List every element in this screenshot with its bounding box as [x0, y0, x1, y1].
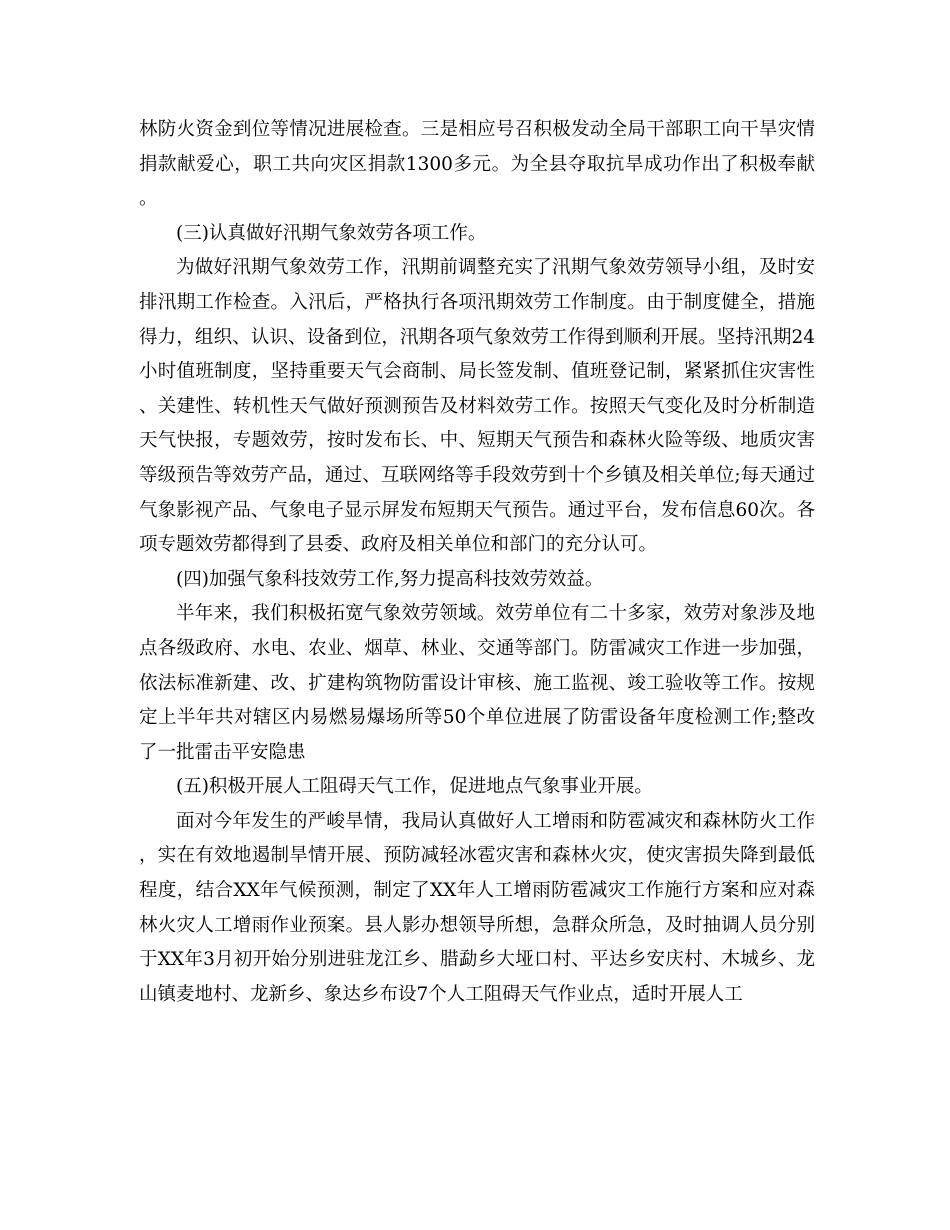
section-heading-weather-modification: (五)积极开展人工阻碍天气工作，促进地点气象事业开展。 — [176, 776, 653, 798]
paragraph-tech-service: 半年来，我们积极拓宽气象效劳领域。效劳单位有二十多家，效劳对象涉及地点各级政府、水电、农业、烟草、林业、交通等部门。防雷减灾工作进一步加强，依法标准新建、改、扩建构筑物防雷设计审核、施工监视、竣工验收等工作。按规定上半年共对辖区内易燃易爆场所等50个单位进展了防雷设备年度检测工作;整改了一批雷击平安隐患 — [139, 603, 815, 763]
section-heading-tech-service: (四)加强气象科技效劳工作,努力提高科技效劳效益。 — [176, 568, 604, 590]
paragraph-flood-season-service: 为做好汛期气象效劳工作，汛期前调整充实了汛期气象效劳领导小组，及时安排汛期工作检查。入汛后，严格执行各项汛期效劳工作制度。由于制度健全，措施得力，组织、认识、设备到位，汛期各项气象效劳工作得到顺利开展。坚持汛期24小时值班制度，坚持重要天气会商制、局长签发制、值班登记制，紧紧抓住灾害性、关建性、转机性天气做好预测预告及材料效劳工作。按照天气变化及时分析制造天气快报，专题效劳，按时发布长、中、短期天气预告和森林火险等级、地质灾害等级预告等效劳产品，通过、互联网络等手段效劳到十个乡镇及相关单位;每天通过气象影视产品、气象电子显示屏发布短期天气预告。通过平台，发布信息60次。各项专题效劳都得到了县委、政府及相关单位和部门的充分认可。 — [139, 257, 815, 556]
document-body — [139, 113, 815, 1012]
section-heading-flood-season-service: (三)认真做好汛期气象效劳各项工作。 — [176, 222, 487, 244]
paragraph-fire-funds-donation: 林防火资金到位等情况进展检查。三是相应号召积极发动全局干部职工向干旱灾情捐款献爱心，职工共向灾区捐款1300多元。为全县夺取抗旱成功作出了积极奉献。 — [139, 119, 815, 210]
paragraph-weather-modification: 面对今年发生的严峻旱情，我局认真做好人工增雨和防雹减灾和森林防火工作，实在有效地遏制旱情开展、预防减轻冰雹灾害和森林火灾，使灾害损失降到最低程度，结合XX年气候预测，制定了XX年人工增雨防雹减灾工作施行方案和应对森林火灾人工增雨作业预案。县人影办想领导所想，急群众所急，及时抽调人员分别于XX年3月初开始分别进驻龙江乡、腊勐乡大垭口村、平达乡安庆村、木城乡、龙山镇麦地村、龙新乡、象达乡布设7个人工阻碍天气作业点，适时开展人工 — [139, 810, 815, 1005]
